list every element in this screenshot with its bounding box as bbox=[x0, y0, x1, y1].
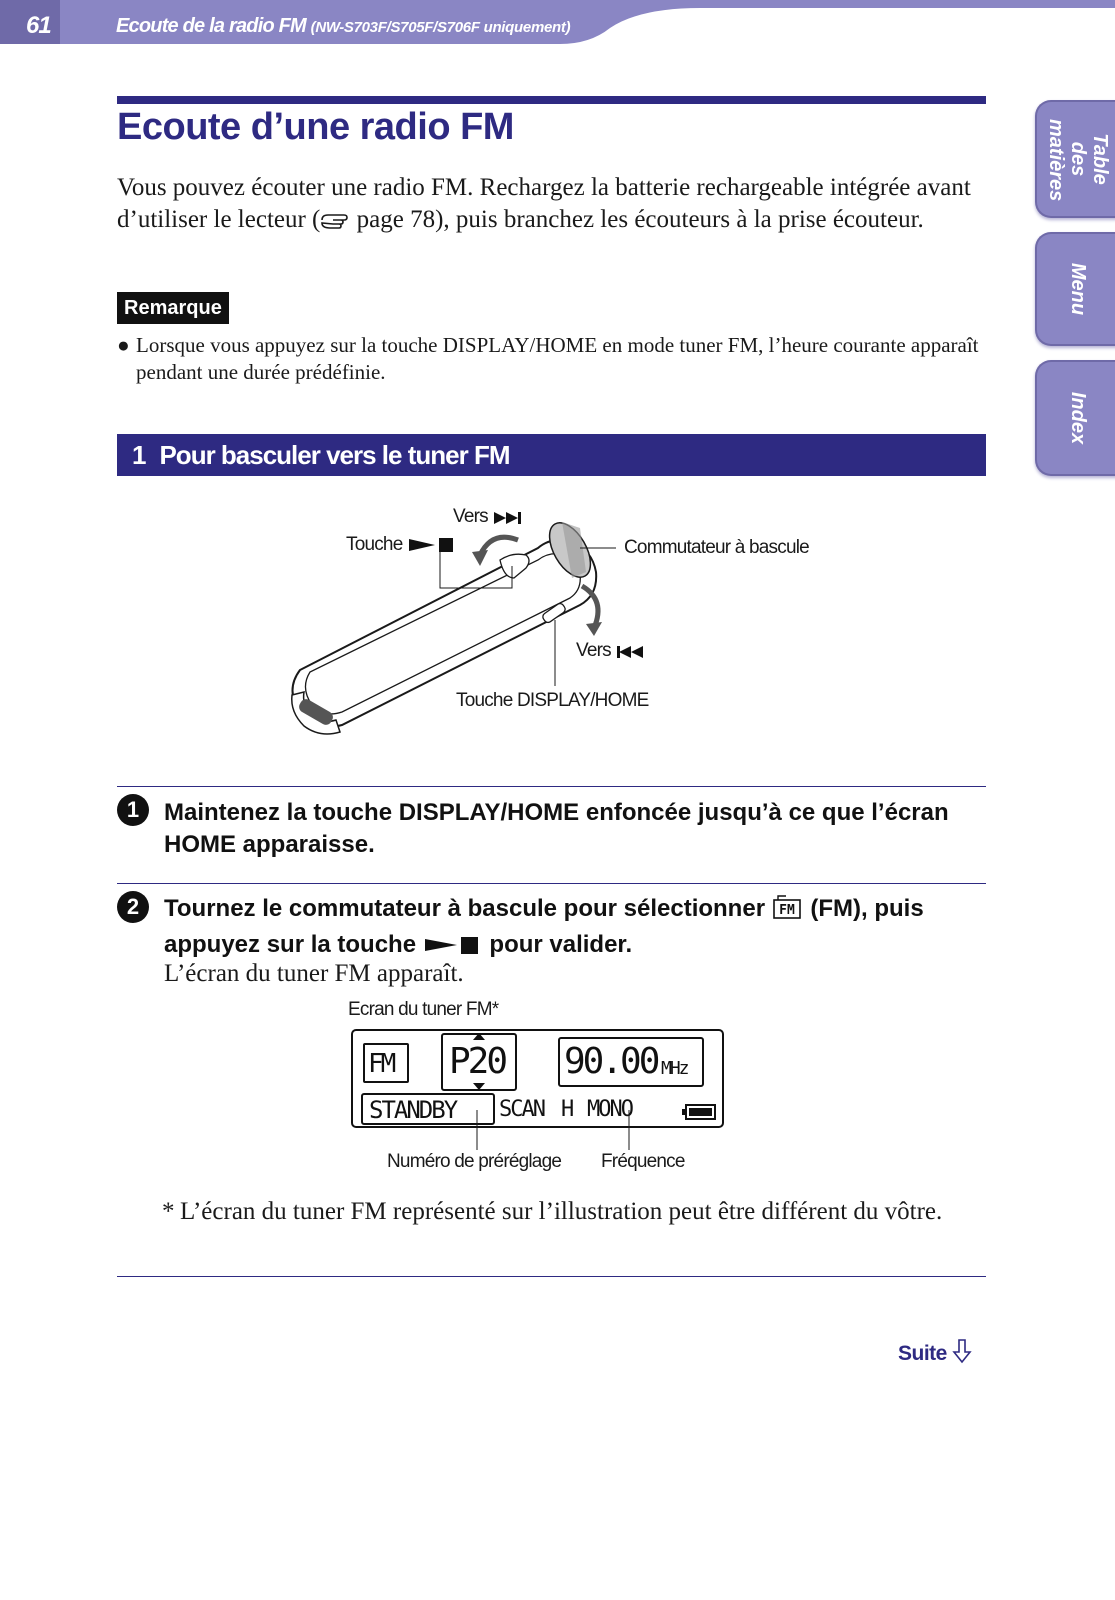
lcd-fm-text: FM bbox=[368, 1049, 394, 1079]
page-title: Ecoute d’une radio FM bbox=[117, 106, 514, 148]
footnote-star: * bbox=[162, 1198, 175, 1225]
header-bar bbox=[0, 0, 1115, 46]
lcd-h: H bbox=[561, 1097, 575, 1122]
page-number: 61 bbox=[26, 12, 51, 39]
label-forward bbox=[453, 506, 524, 528]
step2-result: L’écran du tuner FM apparaît. bbox=[164, 960, 464, 987]
lcd-frequency-box bbox=[558, 1037, 704, 1087]
intro-text-start: Vous pouvez écouter une radio FM. Rechargez la batterie rechargeable intégrée avant d’utiliser le lecteur ( bbox=[117, 174, 971, 233]
remark-bullet: ● bbox=[117, 333, 130, 357]
label-back bbox=[576, 640, 647, 662]
continue-link[interactable] bbox=[898, 1338, 972, 1370]
running-title bbox=[116, 15, 570, 38]
lcd-frequency: 90.00 bbox=[564, 1041, 658, 1082]
continue-label: Suite bbox=[898, 1342, 947, 1365]
lcd-leader-lines bbox=[450, 1110, 650, 1150]
play-stop-icon bbox=[407, 536, 461, 554]
svg-text:FM: FM bbox=[778, 903, 795, 918]
intro-text-end: page 78), puis branchez les écouteurs à la prise écouteur. bbox=[350, 206, 924, 233]
lcd-mono: MONO bbox=[587, 1097, 632, 1122]
label-forward-text: Vers bbox=[453, 506, 488, 527]
tab-menu[interactable] bbox=[1035, 232, 1115, 346]
step2-text-c: pour valider. bbox=[489, 931, 633, 958]
tab-menu-label: Menu bbox=[1067, 262, 1089, 316]
title-rule bbox=[117, 96, 986, 104]
step2-text-b: (FM), puis appuyez sur la touche bbox=[164, 895, 924, 958]
tab-toc-label: Table des matières bbox=[1045, 119, 1111, 202]
running-title-models: (NW-S703F/S705F/S706F uniquement) bbox=[310, 19, 571, 36]
lcd-caption: Ecran du tuner FM* bbox=[348, 999, 499, 1020]
label-preset-number: Numéro de préréglage bbox=[387, 1151, 562, 1172]
tab-index[interactable] bbox=[1035, 360, 1115, 476]
down-arrow-icon bbox=[952, 1338, 972, 1370]
bottom-rule bbox=[117, 1276, 986, 1277]
tab-table-of-contents[interactable] bbox=[1035, 100, 1115, 218]
step2-rule bbox=[117, 883, 986, 884]
section-title: Pour basculer vers le tuner FM bbox=[159, 440, 510, 470]
step2-number: 2 bbox=[117, 891, 149, 923]
remark-item bbox=[117, 332, 989, 386]
label-play-text: Touche bbox=[346, 534, 403, 555]
lcd-unit: MHz bbox=[661, 1058, 688, 1079]
step2-text-a: Tournez le commutateur à bascule pour sélectionner bbox=[164, 895, 766, 922]
step2-text bbox=[164, 893, 964, 965]
tab-index-label: Index bbox=[1067, 391, 1089, 445]
rewind-icon bbox=[615, 644, 647, 660]
footnote-text: L’écran du tuner FM représenté sur l’illustration peut être différent du vôtre. bbox=[180, 1198, 943, 1225]
fast-forward-icon bbox=[492, 510, 524, 526]
intro-paragraph bbox=[117, 172, 989, 240]
remark-label: Remarque bbox=[117, 292, 229, 324]
fm-icon bbox=[772, 894, 804, 929]
step1-text: Maintenez la touche DISPLAY/HOME enfoncée jusqu’à ce que l’écran HOME apparaisse. bbox=[164, 799, 949, 858]
label-frequency: Fréquence bbox=[601, 1151, 685, 1172]
label-shuttle-switch: Commutateur à bascule bbox=[624, 537, 809, 558]
label-play-stop bbox=[346, 534, 461, 556]
lcd-preset: P20 bbox=[449, 1041, 506, 1082]
step1-number: 1 bbox=[117, 794, 149, 826]
lcd-standby: STANDBY bbox=[369, 1096, 457, 1124]
device-illustration bbox=[280, 500, 660, 760]
section-heading bbox=[117, 434, 986, 476]
pointing-hand-icon[interactable] bbox=[320, 208, 350, 240]
battery-icon bbox=[681, 1103, 717, 1121]
label-back-text: Vers bbox=[576, 640, 611, 661]
footnote bbox=[162, 1196, 952, 1228]
lcd-scan: SCAN bbox=[499, 1097, 544, 1122]
lcd-fm-icon bbox=[363, 1043, 409, 1083]
step1-rule bbox=[117, 786, 986, 787]
remark-text: Lorsque vous appuyez sur la touche DISPLAY/HOME en mode tuner FM, l’heure courante apparaît pendant une durée prédéfinie. bbox=[136, 333, 979, 384]
preset-up-down-icon bbox=[469, 1031, 489, 1091]
section-number: 1 bbox=[132, 440, 146, 470]
label-display-home: Touche DISPLAY/HOME bbox=[456, 690, 649, 711]
running-title-text: Ecoute de la radio FM bbox=[116, 15, 306, 37]
